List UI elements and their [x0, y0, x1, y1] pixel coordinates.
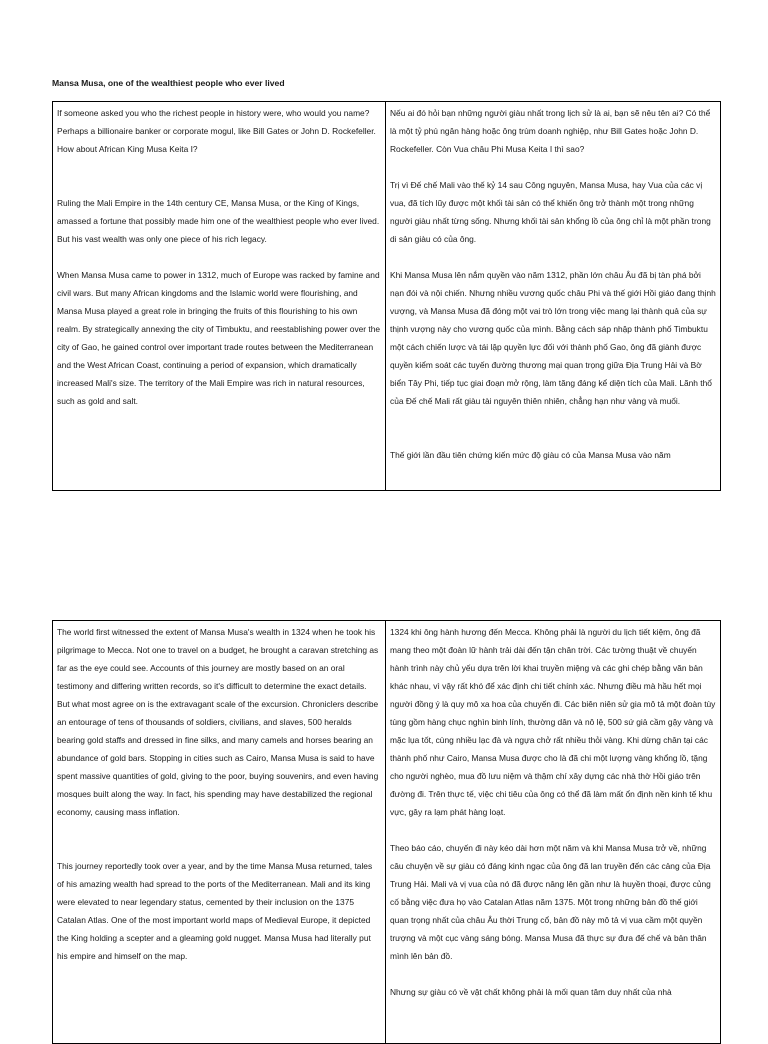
- paragraph: The world first witnessed the extent of Mansa Musa's wealth in 1324 when he took his pilgrimage to Mecca. Not one to travel on a budget, he brought a caravan stretching as far as the eye could see. Accounts of this journey are mostly based on an oral testimony and differing written records, so it's difficult to determine the exact details. But what most agree on is the extravagant scale of the excursion. Chroniclers describe an entourage of tens of thousands of soldiers, civilians, and slaves, 500 heralds bearing gold staffs and dressed in fine silks, and many camels and horses bearing an abundance of gold bars. Stopping in cities such as Cairo, Mansa Musa is said to have spent massive quantities of gold, giving to the poor, buying souvenirs, and even having mosques built along the way. In fact, his spending may have destabilized the regional economy, causing mass inflation.: [57, 627, 379, 817]
- bilingual-table-1: [52, 101, 721, 491]
- paragraph: Thế giới lần đầu tiên chứng kiến mức độ giàu có của Mansa Musa vào năm: [390, 450, 671, 460]
- paragraph: 1324 khi ông hành hương đến Mecca. Không phải là người du lịch tiết kiệm, ông đã mang theo một đoàn lữ hành trải dài đến tận chân trời. Các tường thuật về chuyến hành trình này chủ yếu dựa trên lời khai truyền miệng và các ghi chép bằng văn bản khác nhau, vì vậy rất khó để xác định chi tiết chính xác. Nhưng điều mà hầu hết mọi người đồng ý là quy mô xa hoa của chuyến đi. Các biên niên sử gia mô tả một đoàn tùy tùng gồm hàng chục nghìn binh lính, thường dân và nô lệ, 500 sứ giả cầm gậy vàng và mặc lụa tốt, cùng nhiều lạc đà và ngựa chở rất nhiều thỏi vàng. Khi dừng chân tại các thành phố như Cairo, Mansa Musa được cho là đã chi một lượng vàng khổng lồ, tặng cho người nghèo, mua đồ lưu niệm và thậm chí xây dựng các nhà thờ Hồi giáo trên đường đi. Trên thực tế, việc chi tiêu của ông có thể đã làm mất ổn định nền kinh tế khu vực, gây ra lạm phát hàng loạt.: [390, 627, 716, 817]
- vietnamese-column: [386, 621, 721, 1044]
- paragraph: When Mansa Musa came to power in 1312, much of Europe was racked by famine and civil wars. But many African kingdoms and the Islamic world were flourishing, and Mansa Musa played a great role in bringing the fruits of this flourishing to his own realm. By strategically annexing the city of Timbuktu, and reestablishing power over the city of Gao, he gained control over important trade routes between the Mediterranean and the West African Coast, continuing a period of expansion, which dramatically increased Mali's size. The territory of the Mali Empire was rich in natural resources, such as gold and salt.: [57, 270, 381, 406]
- table-row: [53, 102, 721, 491]
- table-row: [53, 621, 721, 1044]
- paragraph: Ruling the Mali Empire in the 14th century CE, Mansa Musa, or the King of Kings, amassed a fortune that possibly made him one of the wealthiest people who ever lived. But his vast wealth was only one piece of his rich legacy.: [57, 198, 380, 244]
- document-title: Mansa Musa, one of the wealthiest people who ever lived: [52, 78, 285, 88]
- paragraph: Theo báo cáo, chuyến đi này kéo dài hơn một năm và khi Mansa Musa trở về, những câu chuyện về sự giàu có đáng kinh ngạc của ông đã lan truyền đến các cảng của Địa Trung Hải. Mali và vị vua của nó đã được nâng lên gần như là huyền thoại, được củng cố bằng việc đưa họ vào Catalan Atlas năm 1375. Một trong những bản đồ thế giới quan trọng nhất của châu Âu thời Trung cổ, bản đồ này mô tả vị vua cầm một quyền trượng và một cục vàng sáng bóng. Mansa Musa đã thực sự đưa đế chế và bản thân mình lên bản đồ.: [390, 843, 711, 961]
- paragraph: This journey reportedly took over a year, and by the time Mansa Musa returned, tales of his amazing wealth had spread to the ports of the Mediterranean. Mali and its king were elevated to near legendary status, cemented by their inclusion on the 1375 Catalan Atlas. One of the most important world maps of Medieval Europe, it depicted the King holding a scepter and a gleaming gold nugget. Mansa Musa had literally put his empire and himself on the map.: [57, 861, 373, 961]
- paragraph: Nhưng sự giàu có về vật chất không phải là mối quan tâm duy nhất của nhà: [390, 987, 672, 997]
- paragraph: Nếu ai đó hỏi bạn những người giàu nhất trong lịch sử là ai, bạn sẽ nêu tên ai? Có thể là một tỷ phú ngân hàng hoặc ông trùm doanh nghiệp, như Bill Gates hoặc John D. Rockefeller. Còn Vua châu Phi Musa Keita I thì sao?: [390, 108, 711, 154]
- english-column: [53, 102, 386, 491]
- vietnamese-column: [386, 102, 721, 491]
- english-column: [53, 621, 386, 1044]
- paragraph: If someone asked you who the richest people in history were, who would you name? Perhaps a billionaire banker or corporate mogul, like Bill Gates or John D. Rockefeller. How about African King Musa Keita I?: [57, 108, 376, 154]
- paragraph: Khi Mansa Musa lên nắm quyền vào năm 1312, phần lớn châu Âu đã bị tàn phá bởi nạn đói và nội chiến. Nhưng nhiều vương quốc châu Phi và thế giới Hồi giáo đang thịnh vượng, và Mansa Musa đã đóng một vai trò lớn trong việc mang lại thành quả của sự thịnh vượng này cho vương quốc của mình. Bằng cách sáp nhập thành phố Timbuktu một cách chiến lược và tái lập quyền lực đối với thành phố Gao, ông đã giành được quyền kiểm soát các tuyến đường thương mại quan trọng giữa Địa Trung Hải và Bờ biển Tây Phi, tiếp tục giai đoạn mở rộng, làm tăng đáng kể diện tích của Mali. Lãnh thổ của Đế chế Mali rất giàu tài nguyên thiên nhiên, chẳng hạn như vàng và muối.: [390, 270, 716, 406]
- paragraph: Trị vì Đế chế Mali vào thế kỷ 14 sau Công nguyên, Mansa Musa, hay Vua của các vị vua, đã tích lũy được một khối tài sản có thể khiến ông trở thành một trong những người giàu nhất từng sống. Nhưng khối tài sản khổng lồ của ông chỉ là một phần trong di sản giàu có của ông.: [390, 180, 711, 244]
- bilingual-table-2: [52, 620, 721, 1044]
